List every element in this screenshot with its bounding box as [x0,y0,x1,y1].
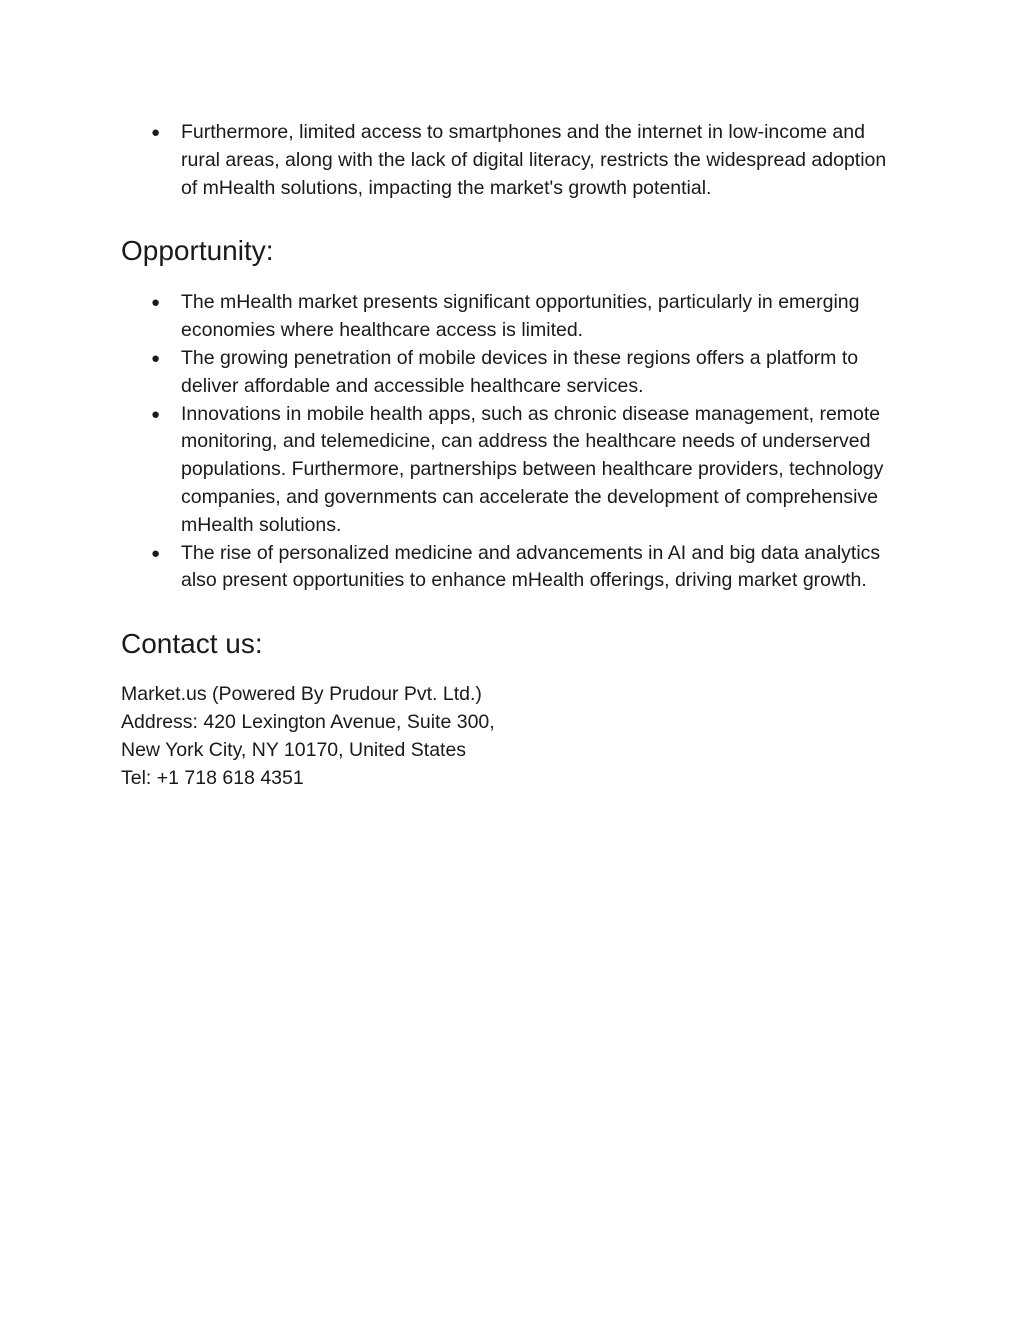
bullet-text: The growing penetration of mobile devices in these regions offers a platform to deliver affordable and accessible healthcare services. [181,346,859,397]
contact-block [121,681,901,792]
opportunity-heading: Opportunity: [121,235,274,267]
contact-address-line1: Address: 420 Lexington Avenue, Suite 300, [121,710,495,733]
bullet-icon: ● [151,544,161,562]
contact-address-line2: New York City, NY 10170, United States [121,738,467,761]
contact-company: Market.us (Powered By Prudour Pvt. Ltd.) [121,683,482,706]
list-item [121,119,901,202]
intro-bullet-list [121,119,901,202]
list-item [121,345,901,401]
bullet-text: The mHealth market presents significant opportunities, particularly in emerging economies where healthcare access is limited. [181,291,860,342]
opportunity-bullet-list [121,289,901,595]
list-item [121,540,901,596]
list-item [121,289,901,345]
bullet-text: The rise of personalized medicine and advancements in AI and big data analytics also present opportunities to enhance mHealth offerings, driving market growth. [181,541,881,592]
contact-tel: Tel: +1 718 618 4351 [121,766,304,789]
bullet-icon: ● [151,294,161,312]
bullet-icon: ● [151,405,161,423]
bullet-text: Innovations in mobile health apps, such as chronic disease management, remote monitoring, and telemedicine, can address the healthcare needs of underserved populations. Furthermore, partnerships between healthcare providers, technology companies, and governments can accelerate the development of comprehensive mHealth solutions. [181,402,884,536]
bullet-text: Furthermore, limited access to smartphones and the internet in low-income and rural areas, along with the lack of digital literacy, restricts the widespread adoption of mHealth solutions, impacting the market's growth potential. [181,121,887,199]
bullet-icon: ● [151,124,161,141]
contact-heading: Contact us: [121,628,263,660]
list-item [121,401,901,540]
bullet-icon: ● [151,349,161,367]
document-page [121,119,901,792]
